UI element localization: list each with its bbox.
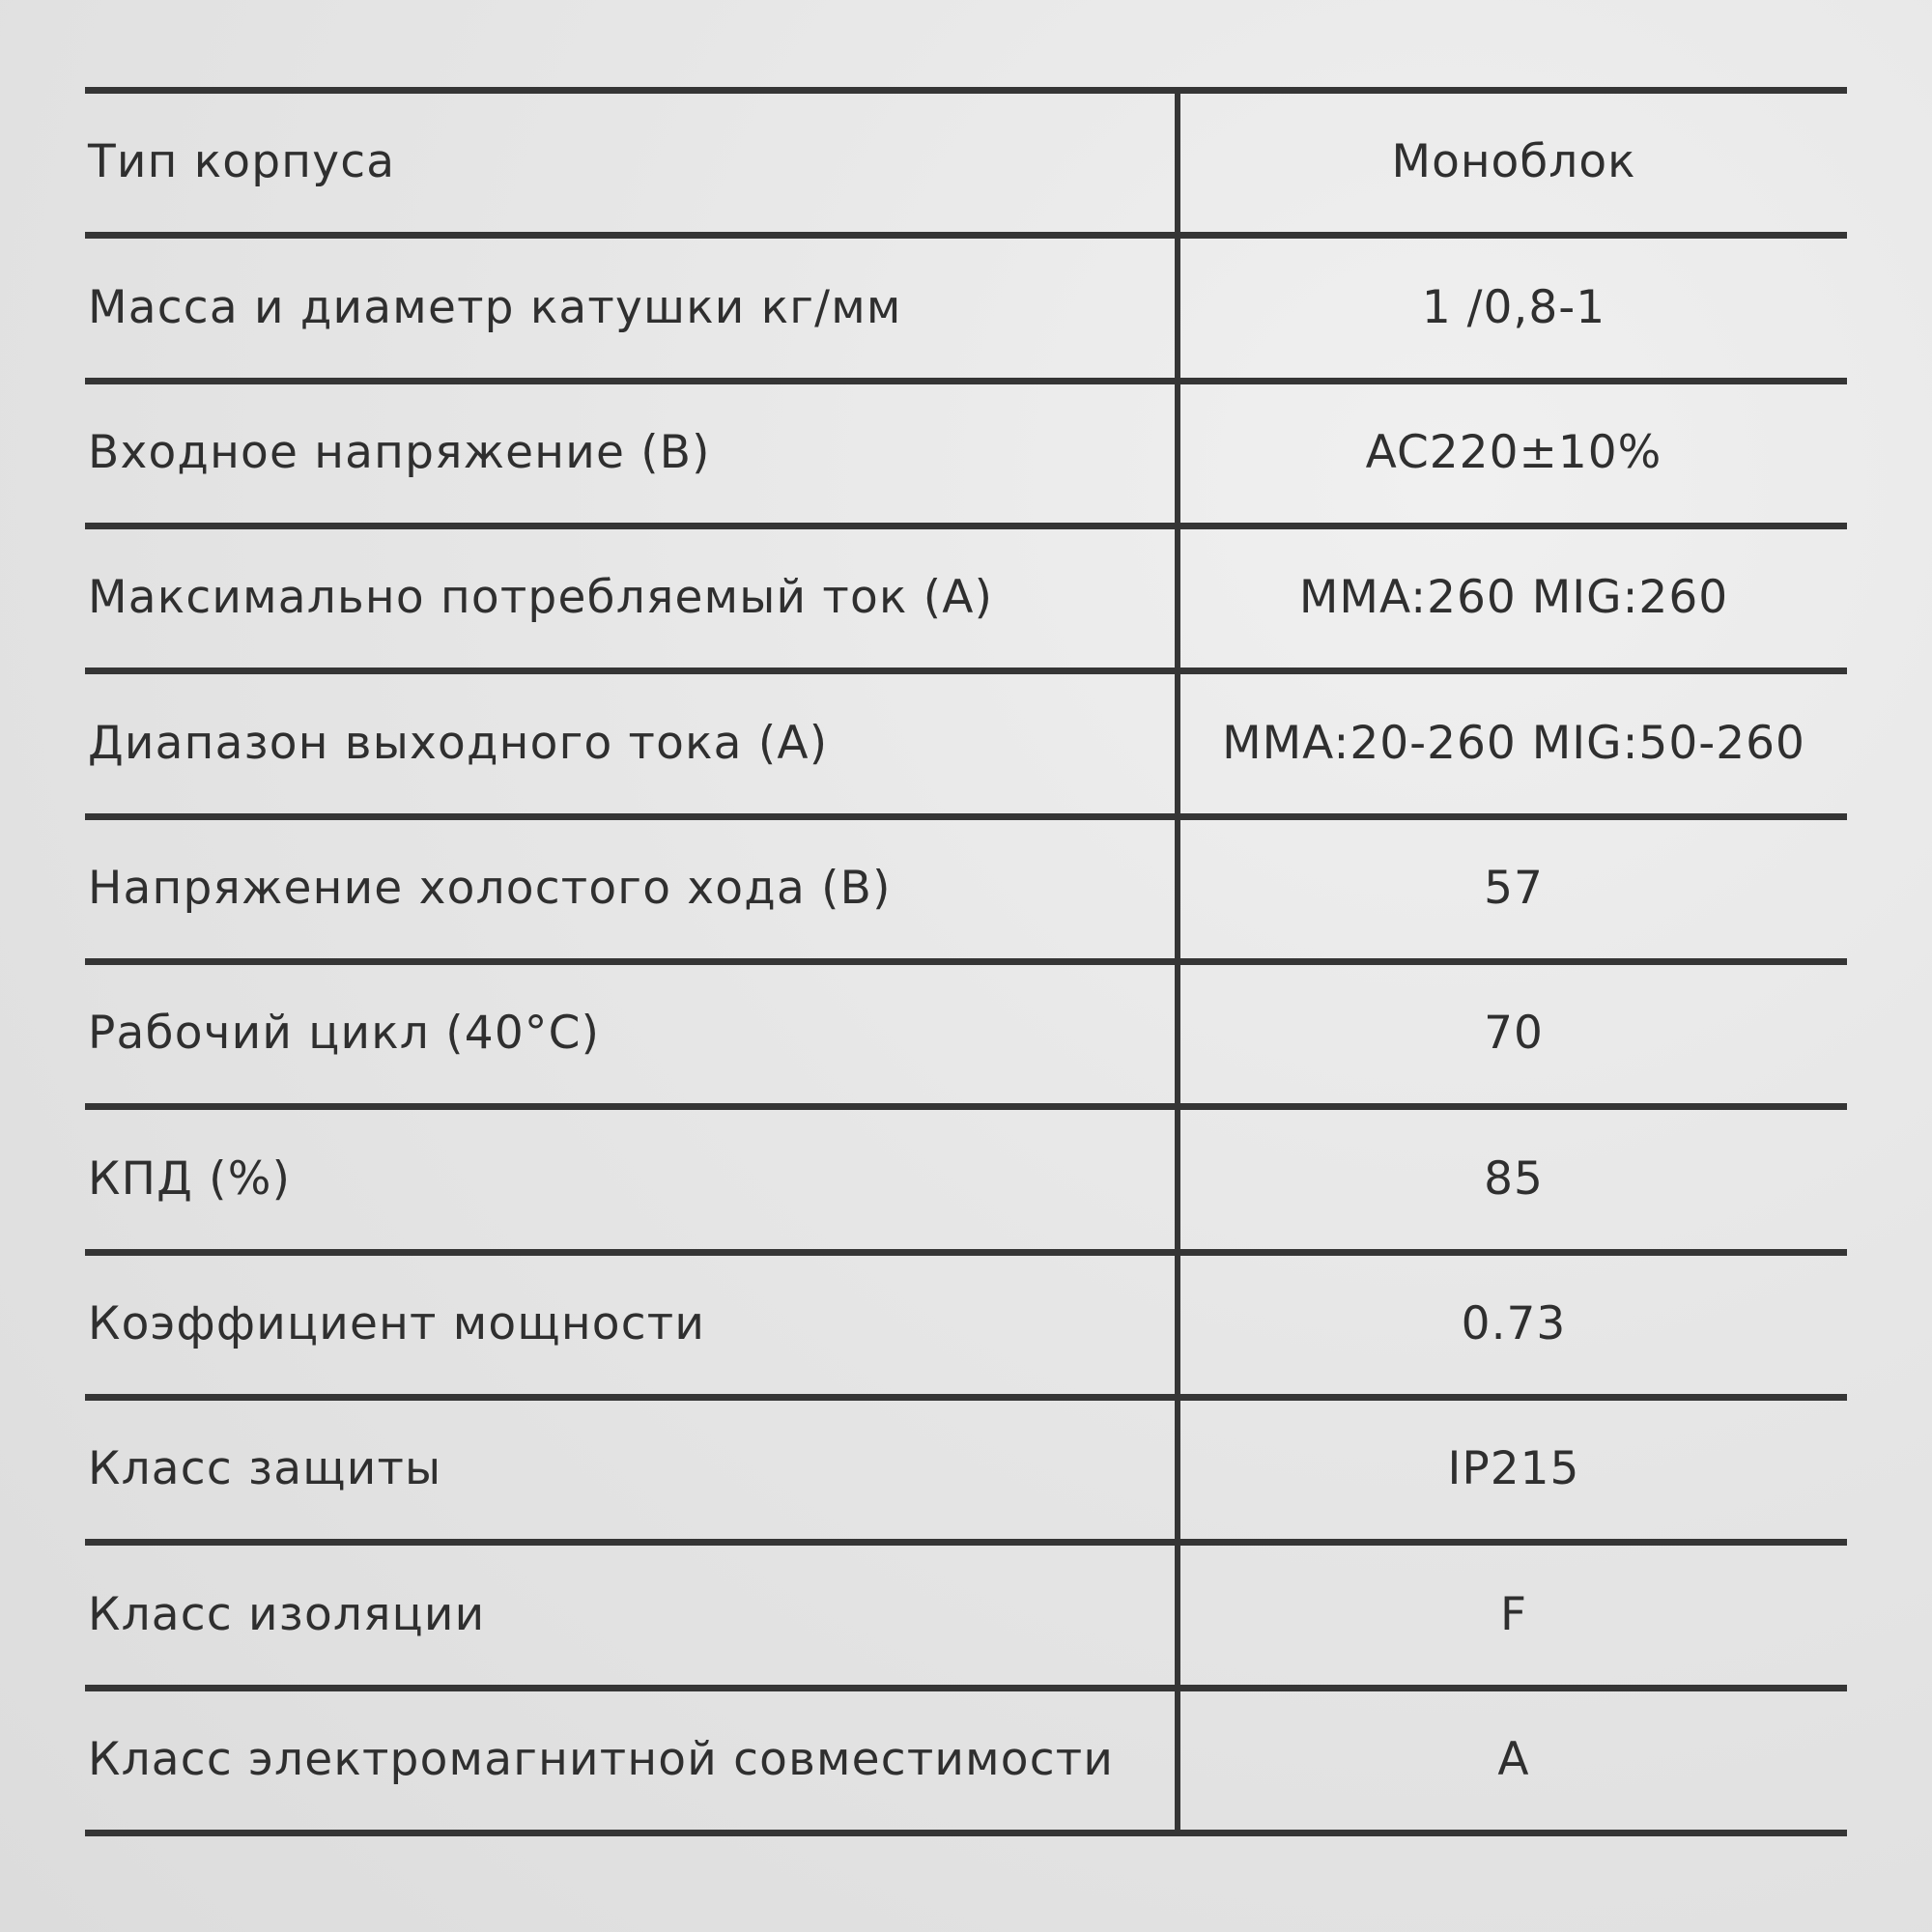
row-value: 70 [1484, 1007, 1544, 1060]
row-value: MMA:260 MIG:260 [1298, 571, 1729, 624]
table-row [85, 961, 1847, 1106]
row-value: A [1497, 1733, 1530, 1786]
table-row [85, 236, 1847, 381]
row-value: MMA:20-260 MIG:50-260 [1222, 717, 1805, 770]
table-row [85, 1252, 1847, 1397]
row-label: Класс изоляции [88, 1588, 486, 1641]
row-value: 57 [1484, 862, 1544, 915]
table-row [85, 671, 1847, 816]
row-label: Максимально потребляемый ток (А) [88, 571, 994, 624]
table-row [85, 816, 1847, 961]
row-value: 0.73 [1461, 1297, 1567, 1350]
row-label: Коэффициент мощности [88, 1297, 706, 1350]
table-row [85, 1543, 1847, 1688]
row-value: AC220±10% [1365, 426, 1662, 479]
row-label: Входное напряжение (В) [88, 426, 711, 479]
row-value: Моноблок [1391, 135, 1636, 188]
table-row [85, 1107, 1847, 1252]
row-value: 85 [1484, 1152, 1544, 1206]
row-label: Диапазон выходного тока (А) [88, 717, 829, 770]
row-label: Масса и диаметр катушки кг/мм [88, 281, 902, 334]
row-label: Напряжение холостого хода (В) [88, 862, 892, 915]
table-row [85, 526, 1847, 670]
row-value: 1 /0,8-1 [1421, 281, 1606, 334]
row-label: Рабочий цикл (40°С) [88, 1007, 601, 1060]
row-label: Класс электромагнитной совместимости [88, 1733, 1115, 1786]
table-row [85, 90, 1847, 235]
row-label: Тип корпуса [88, 135, 396, 188]
spec-table [85, 87, 1847, 1836]
table-row [85, 381, 1847, 526]
row-value: IP215 [1447, 1442, 1580, 1495]
row-label: Класс защиты [88, 1442, 442, 1495]
table-row [85, 1688, 1847, 1833]
row-label: КПД (%) [88, 1152, 292, 1206]
row-value: F [1499, 1588, 1528, 1641]
table-row [85, 1397, 1847, 1542]
